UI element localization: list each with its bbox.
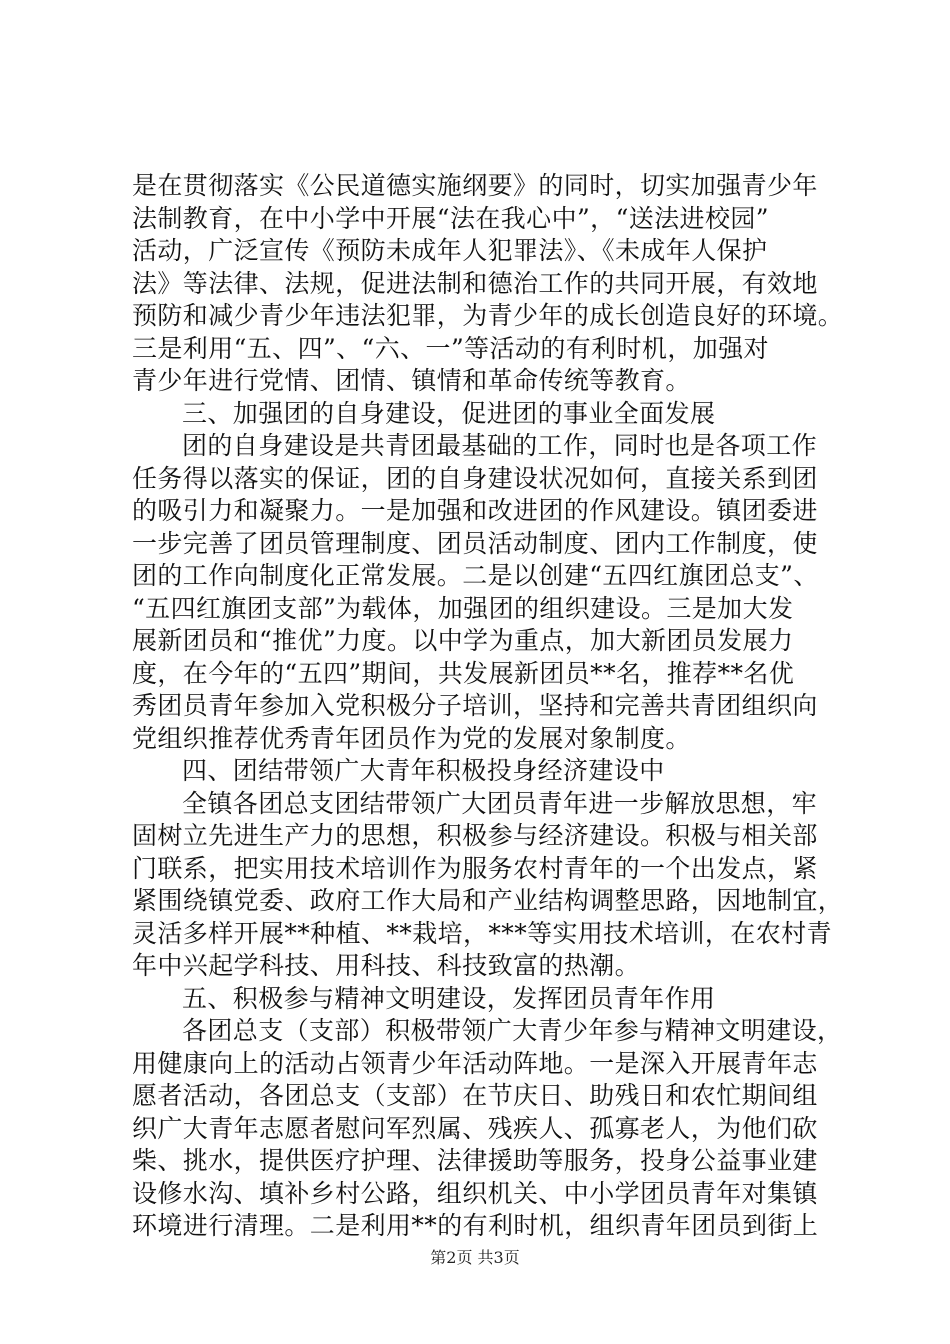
text-line: 活动，广泛宣传《预防未成年人犯罪法》、《未成年人保护 (132, 236, 768, 265)
text-line: 紧围绕镇党委、政府工作大局和产业结构调整思路，因地制宜， (132, 886, 844, 915)
text-line: 青少年进行党情、团情、镇情和革命传统等教育。 (132, 366, 691, 395)
text-line: 三、加强团的自身建设，促进团的事业全面发展 (182, 398, 716, 428)
text-line: 四、团结带领广大青年积极投身经济建设中 (182, 756, 665, 785)
text-line: 各团总支（支部）积极带领广大青少年参与精神文明建设， (182, 1016, 843, 1045)
text-line: 柴、挑水，提供医疗护理、法律援助等服务，投身公益事业建 (132, 1146, 818, 1175)
text-line: 任务得以落实的保证，团的自身建设状况如何，直接关系到团 (132, 463, 818, 493)
text-line: 愿者活动，各团总支（支部）在节庆日、助残日和农忙期间组 (132, 1081, 818, 1110)
text-line: 团的工作向制度化正常发展。二是以创建“五四红旗团总支”、 (132, 561, 819, 590)
text-line: 用健康向上的活动占领青少年活动阵地。一是深入开展青年志 (132, 1048, 818, 1078)
text-line: “五四红旗团支部”为载体，加强团的组织建设。三是加大发 (132, 593, 794, 623)
text-line: 法》等法律、法规，促进法制和德治工作的共同开展，有效地 (132, 268, 818, 298)
text-line: 五、积极参与精神文明建设，发挥团员青年作用 (182, 983, 716, 1013)
page-footer (0, 1245, 950, 1268)
document-body (132, 170, 844, 1243)
text-line: 法制教育，在中小学中开展“法在我心中”，“送法进校园” (132, 203, 769, 233)
text-line: 预防和减少青少年违法犯罪，为青少年的成长创造良好的环境。 (132, 301, 844, 330)
text-line: 灵活多样开展**种植、**栽培，***等实用技术培训，在农村青 (132, 918, 832, 948)
text-line: 设修水沟、填补乡村公路，组织机关、中小学团员青年对集镇 (132, 1178, 818, 1208)
text-line: 度，在今年的“五四”期间，共发展新团员**名，推荐**名优 (132, 658, 795, 688)
text-line: 党组织推荐优秀青年团员作为党的发展对象制度。 (132, 723, 691, 753)
text-line: 团的自身建设是共青团最基础的工作，同时也是各项工作 (182, 431, 818, 460)
text-line: 年中兴起学科技、用科技、科技致富的热潮。 (132, 951, 641, 980)
text-line: 的吸引力和凝聚力。一是加强和改进团的作风建设。镇团委进 (132, 496, 818, 525)
text-line: 固树立先进生产力的思想，积极参与经济建设。积极与相关部 (132, 821, 818, 850)
text-line: 一步完善了团员管理制度、团员活动制度、团内工作制度，使 (132, 528, 818, 558)
text-line: 全镇各团总支团结带领广大团员青年进一步解放思想，牢 (182, 788, 818, 818)
text-line: 秀团员青年参加入党积极分子培训，坚持和完善共青团组织向 (132, 691, 818, 720)
text-line: 展新团员和“推优”力度。以中学为重点，加大新团员发展力 (132, 626, 794, 655)
text-line: 环境进行清理。二是利用**的有利时机，组织青年团员到街上 (132, 1211, 819, 1240)
text-line: 织广大青年志愿者慰问军烈属、残疾人、孤寡老人，为他们砍 (132, 1113, 818, 1143)
text-line: 门联系，把实用技术培训作为服务农村青年的一个出发点，紧 (132, 853, 818, 883)
text-line: 三是利用“五、四”、“六、一”等活动的有利时机，加强对 (132, 333, 769, 363)
text-line: 是在贯彻落实《公民道德实施纲要》的同时，切实加强青少年 (132, 171, 818, 200)
page-number-label: 第2页 共3页 (430, 1248, 520, 1267)
